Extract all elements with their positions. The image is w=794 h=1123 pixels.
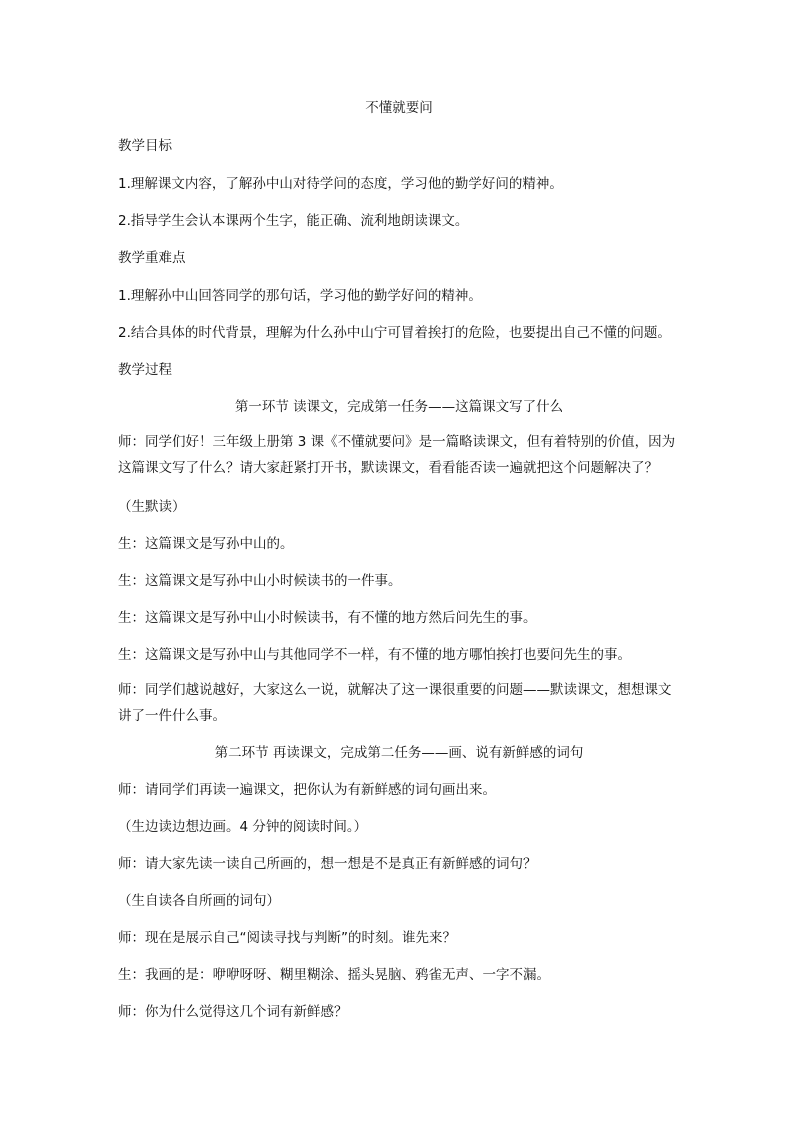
stage-2-paragraph-1: 师：请同学们再读一遍课文，把你认为有新鲜感的词句画出来。 — [118, 782, 496, 798]
stage-1-paragraph-2: （生默读） — [118, 499, 186, 515]
stage-2-paragraph-6: 生：我画的是：咿咿呀呀、糊里糊涂、摇头晃脑、鸦雀无声、一字不漏。 — [118, 967, 550, 983]
stage-1-paragraph-4: 生：这篇课文是写孙中山小时候读书的一件事。 — [118, 573, 402, 589]
goal-item-2: 2.指导学生会认本课两个生字，能正确、流利地朗读课文。 — [118, 213, 469, 229]
stage-1-paragraph-7: 师：同学们越说越好，大家这么一说，就解决了这一课很重要的问题——默读课文，想想课文讲了一件什么事。 — [118, 682, 672, 724]
stage-2-heading: 第二环节 再读课文，完成第二任务——画、说有新鲜感的词句 — [214, 745, 584, 761]
stage-2-paragraph-2: （生边读边想边画。4 分钟的阅读时间。） — [118, 819, 368, 835]
goals-heading: 教学目标 — [118, 138, 172, 154]
key-points-heading: 教学重难点 — [118, 250, 186, 266]
process-heading: 教学过程 — [118, 362, 172, 378]
stage-2-paragraph-5: 师：现在是展示自己“阅读寻找与判断”的时刻。谁先来？ — [118, 930, 456, 946]
key-point-2: 2.结合具体的时代背景，理解为什么孙中山宁可冒着挨打的危险，也要提出自己不懂的问题。 — [118, 325, 671, 341]
stage-1-heading: 第一环节 读课文，完成第一任务——这篇课文写了什么 — [234, 399, 564, 415]
stage-1-paragraph-6: 生：这篇课文是写孙中山与其他同学不一样，有不懂的地方哪怕挨打也要问先生的事。 — [118, 647, 631, 663]
stage-2-paragraph-4: （生自读各自所画的词句） — [118, 893, 280, 909]
stage-1-paragraph-5: 生：这篇课文是写孙中山小时候读书，有不懂的地方然后问先生的事。 — [118, 610, 537, 626]
stage-1-paragraph-1: 师：同学们好！三年级上册第 3 课《不懂就要问》是一篇略读课文，但有着特别的价值，因为这篇课文写了什么？请大家赶紧打开书，默读课文，看看能否读一遍就把这个问题解决了？ — [118, 434, 676, 476]
stage-1-paragraph-3: 生：这篇课文是写孙中山的。 — [118, 536, 294, 552]
stage-2-paragraph-3: 师：请大家先读一读自己所画的，想一想是不是真正有新鲜感的词句？ — [118, 856, 537, 872]
goal-item-1: 1.理解课文内容，了解孙中山对待学问的态度，学习他的勤学好问的精神。 — [118, 176, 563, 192]
document-title: 不懂就要问 — [365, 100, 433, 116]
stage-2-paragraph-7: 师：你为什么觉得这几个词有新鲜感？ — [118, 1004, 348, 1020]
key-point-1: 1.理解孙中山回答同学的那句话，学习他的勤学好问的精神。 — [118, 288, 482, 304]
